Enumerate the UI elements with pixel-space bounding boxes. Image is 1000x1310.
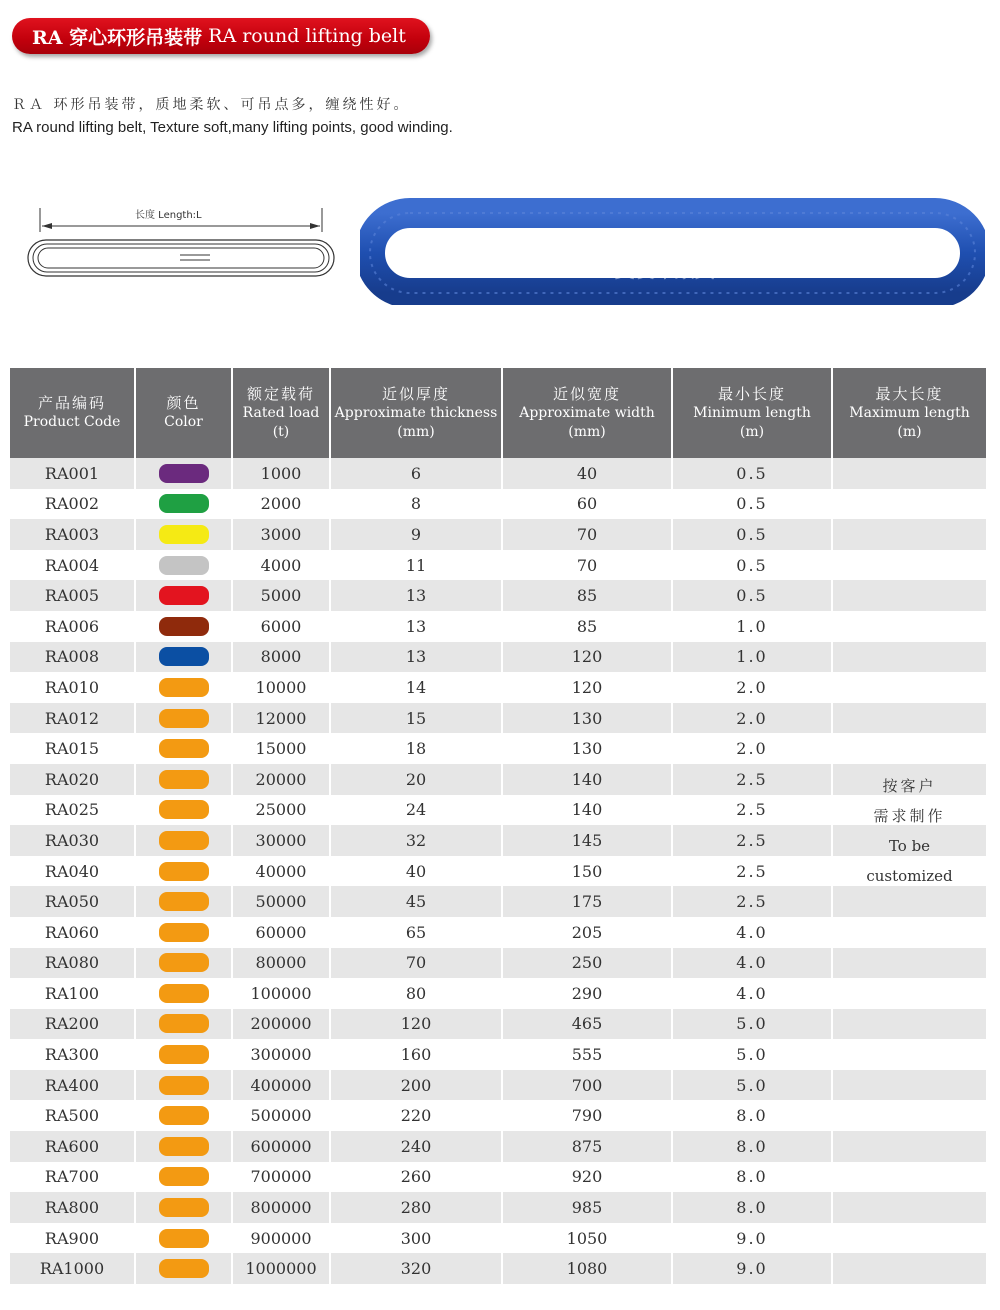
cell-width: 130 bbox=[503, 733, 673, 764]
cell-width: 920 bbox=[503, 1162, 673, 1193]
cell-min-length: 2.0 bbox=[673, 733, 833, 764]
cell-thickness: 220 bbox=[331, 1100, 503, 1131]
cell-code: RA006 bbox=[10, 611, 136, 642]
cell-min-length: 2.0 bbox=[673, 703, 833, 734]
cell-min-length: 0.5 bbox=[673, 458, 833, 489]
cell-min-length: 0.5 bbox=[673, 550, 833, 581]
belt-length-diagram bbox=[25, 200, 340, 280]
cell-min-length: 2.5 bbox=[673, 764, 833, 795]
header-thickness: 近似厚度 Approximate thickness (mm) bbox=[331, 368, 503, 458]
cell-max-length bbox=[833, 642, 986, 673]
cell-code: RA800 bbox=[10, 1192, 136, 1223]
cell-min-length: 8.0 bbox=[673, 1100, 833, 1131]
cell-load: 300000 bbox=[233, 1039, 331, 1070]
spec-table bbox=[10, 368, 986, 1284]
cell-thickness: 15 bbox=[331, 703, 503, 734]
color-cell bbox=[136, 672, 233, 703]
cell-width: 130 bbox=[503, 703, 673, 734]
cell-code: RA004 bbox=[10, 550, 136, 581]
cell-thickness: 24 bbox=[331, 795, 503, 826]
cell-load: 12000 bbox=[233, 703, 331, 734]
color-swatch bbox=[159, 984, 209, 1003]
cell-width: 1050 bbox=[503, 1223, 673, 1254]
length-label: 长度 Length:L bbox=[135, 210, 202, 221]
cell-max-length bbox=[833, 1070, 986, 1101]
color-cell bbox=[136, 1162, 233, 1193]
cell-max-length bbox=[833, 1253, 986, 1284]
cell-thickness: 260 bbox=[331, 1162, 503, 1193]
color-swatch bbox=[159, 678, 209, 697]
cell-load: 25000 bbox=[233, 795, 331, 826]
color-cell bbox=[136, 1009, 233, 1040]
cell-load: 1000 bbox=[233, 458, 331, 489]
cell-width: 140 bbox=[503, 764, 673, 795]
cell-code: RA060 bbox=[10, 917, 136, 948]
color-swatch bbox=[159, 1167, 209, 1186]
cell-width: 875 bbox=[503, 1131, 673, 1162]
header-max-length: 最大长度 Maximum length (m) bbox=[849, 384, 970, 440]
color-cell bbox=[136, 1192, 233, 1223]
cell-thickness: 14 bbox=[331, 672, 503, 703]
cell-load: 3000 bbox=[233, 519, 331, 550]
cell-width: 140 bbox=[503, 795, 673, 826]
cell-width: 250 bbox=[503, 948, 673, 979]
cell-thickness: 13 bbox=[331, 580, 503, 611]
cell-code: RA050 bbox=[10, 886, 136, 917]
table-row bbox=[10, 550, 986, 581]
cell-thickness: 45 bbox=[331, 886, 503, 917]
cell-code: RA002 bbox=[10, 489, 136, 520]
cell-width: 60 bbox=[503, 489, 673, 520]
cell-min-length: 4.0 bbox=[673, 948, 833, 979]
cell-thickness: 9 bbox=[331, 519, 503, 550]
color-swatch bbox=[159, 525, 209, 544]
cell-code: RA012 bbox=[10, 703, 136, 734]
cell-load: 4000 bbox=[233, 550, 331, 581]
cell-width: 465 bbox=[503, 1009, 673, 1040]
cell-code: RA700 bbox=[10, 1162, 136, 1193]
cell-width: 120 bbox=[503, 672, 673, 703]
cell-load: 8000 bbox=[233, 642, 331, 673]
table-row bbox=[10, 1100, 986, 1131]
max-length-note: 按客户 需求制作 To be customized bbox=[866, 777, 953, 885]
cell-code: RA900 bbox=[10, 1223, 136, 1254]
color-cell bbox=[136, 917, 233, 948]
table-row bbox=[10, 489, 986, 520]
title-cn: RA 穿心环形吊装带 bbox=[32, 26, 203, 49]
table-row bbox=[10, 580, 986, 611]
color-cell bbox=[136, 1039, 233, 1070]
cell-min-length: 1.0 bbox=[673, 642, 833, 673]
cell-max-length bbox=[833, 1162, 986, 1193]
color-cell bbox=[136, 519, 233, 550]
color-swatch bbox=[159, 831, 209, 850]
cell-thickness: 8 bbox=[331, 489, 503, 520]
cell-load: 60000 bbox=[233, 917, 331, 948]
cell-load: 2000 bbox=[233, 489, 331, 520]
cell-thickness: 11 bbox=[331, 550, 503, 581]
color-swatch bbox=[159, 862, 209, 881]
color-swatch bbox=[159, 709, 209, 728]
color-cell bbox=[136, 1223, 233, 1254]
color-cell bbox=[136, 489, 233, 520]
cell-min-length: 2.5 bbox=[673, 825, 833, 856]
cell-thickness: 300 bbox=[331, 1223, 503, 1254]
description-en: RA round lifting belt, Texture soft,many lifting points, good winding. bbox=[12, 119, 453, 136]
color-swatch bbox=[159, 770, 209, 789]
table-row bbox=[10, 1253, 986, 1284]
cell-code: RA600 bbox=[10, 1131, 136, 1162]
cell-thickness: 18 bbox=[331, 733, 503, 764]
cell-load: 20000 bbox=[233, 764, 331, 795]
cell-max-length bbox=[833, 703, 986, 734]
cell-code: RA015 bbox=[10, 733, 136, 764]
cell-min-length: 1.0 bbox=[673, 611, 833, 642]
watermark-text: 奥发吊索具 bbox=[615, 258, 715, 282]
cell-load: 80000 bbox=[233, 948, 331, 979]
color-swatch bbox=[159, 1137, 209, 1156]
cell-min-length: 0.5 bbox=[673, 580, 833, 611]
cell-min-length: 2.5 bbox=[673, 856, 833, 887]
color-swatch bbox=[159, 953, 209, 972]
cell-max-length bbox=[833, 978, 986, 1009]
cell-max-length bbox=[833, 733, 986, 764]
cell-min-length: 4.0 bbox=[673, 978, 833, 1009]
cell-code: RA001 bbox=[10, 458, 136, 489]
cell-thickness: 13 bbox=[331, 642, 503, 673]
cell-load: 700000 bbox=[233, 1162, 331, 1193]
cell-min-length: 2.5 bbox=[673, 795, 833, 826]
header-min-length: 最小长度 Minimum length (m) bbox=[673, 368, 833, 458]
cell-load: 400000 bbox=[233, 1070, 331, 1101]
header-width: 近似宽度 Approximate width (mm) bbox=[503, 368, 673, 458]
cell-max-length bbox=[833, 948, 986, 979]
cell-code: RA300 bbox=[10, 1039, 136, 1070]
cell-min-length: 5.0 bbox=[673, 1070, 833, 1101]
color-cell bbox=[136, 948, 233, 979]
color-swatch bbox=[159, 1076, 209, 1095]
cell-width: 85 bbox=[503, 611, 673, 642]
cell-thickness: 70 bbox=[331, 948, 503, 979]
cell-width: 175 bbox=[503, 886, 673, 917]
table-row bbox=[10, 611, 986, 642]
cell-width: 40 bbox=[503, 458, 673, 489]
cell-code: RA008 bbox=[10, 642, 136, 673]
color-cell bbox=[136, 795, 233, 826]
cell-width: 555 bbox=[503, 1039, 673, 1070]
color-swatch bbox=[159, 1229, 209, 1248]
cell-load: 5000 bbox=[233, 580, 331, 611]
table-row bbox=[10, 519, 986, 550]
color-cell bbox=[136, 1070, 233, 1101]
cell-load: 800000 bbox=[233, 1192, 331, 1223]
cell-max-length bbox=[833, 1009, 986, 1040]
cell-max-length bbox=[833, 519, 986, 550]
cell-min-length: 5.0 bbox=[673, 1009, 833, 1040]
cell-thickness: 200 bbox=[331, 1070, 503, 1101]
color-cell bbox=[136, 856, 233, 887]
cell-max-length bbox=[833, 489, 986, 520]
cell-code: RA030 bbox=[10, 825, 136, 856]
color-cell bbox=[136, 642, 233, 673]
color-swatch bbox=[159, 494, 209, 513]
title-en: RA round lifting belt bbox=[208, 25, 406, 47]
color-cell bbox=[136, 550, 233, 581]
color-swatch bbox=[159, 647, 209, 666]
table-row bbox=[10, 917, 986, 948]
cell-min-length: 9.0 bbox=[673, 1253, 833, 1284]
color-swatch bbox=[159, 1198, 209, 1217]
color-swatch bbox=[159, 617, 209, 636]
cell-code: RA400 bbox=[10, 1070, 136, 1101]
color-swatch bbox=[159, 1106, 209, 1125]
cell-max-length bbox=[833, 550, 986, 581]
cell-load: 1000000 bbox=[233, 1253, 331, 1284]
cell-thickness: 160 bbox=[331, 1039, 503, 1070]
color-swatch bbox=[159, 923, 209, 942]
cell-thickness: 240 bbox=[331, 1131, 503, 1162]
cell-load: 600000 bbox=[233, 1131, 331, 1162]
cell-load: 6000 bbox=[233, 611, 331, 642]
cell-code: RA010 bbox=[10, 672, 136, 703]
cell-max-length bbox=[833, 458, 986, 489]
cell-max-length bbox=[833, 1039, 986, 1070]
cell-max-length bbox=[833, 672, 986, 703]
cell-min-length: 9.0 bbox=[673, 1223, 833, 1254]
cell-max-length bbox=[833, 917, 986, 948]
cell-width: 150 bbox=[503, 856, 673, 887]
table-row bbox=[10, 1070, 986, 1101]
cell-max-length bbox=[833, 580, 986, 611]
table-row bbox=[10, 978, 986, 1009]
cell-width: 70 bbox=[503, 519, 673, 550]
color-cell bbox=[136, 1131, 233, 1162]
cell-thickness: 6 bbox=[331, 458, 503, 489]
color-cell bbox=[136, 1253, 233, 1284]
cell-code: RA025 bbox=[10, 795, 136, 826]
color-cell bbox=[136, 580, 233, 611]
cell-thickness: 32 bbox=[331, 825, 503, 856]
table-row bbox=[10, 1131, 986, 1162]
color-swatch bbox=[159, 586, 209, 605]
cell-min-length: 8.0 bbox=[673, 1162, 833, 1193]
table-row bbox=[10, 1009, 986, 1040]
cell-load: 30000 bbox=[233, 825, 331, 856]
cell-load: 10000 bbox=[233, 672, 331, 703]
color-cell bbox=[136, 825, 233, 856]
cell-width: 205 bbox=[503, 917, 673, 948]
page-title-banner bbox=[12, 18, 430, 54]
color-cell bbox=[136, 733, 233, 764]
cell-width: 790 bbox=[503, 1100, 673, 1131]
cell-load: 900000 bbox=[233, 1223, 331, 1254]
table-row bbox=[10, 458, 986, 489]
cell-thickness: 65 bbox=[331, 917, 503, 948]
color-cell bbox=[136, 458, 233, 489]
cell-load: 500000 bbox=[233, 1100, 331, 1131]
cell-code: RA200 bbox=[10, 1009, 136, 1040]
color-swatch bbox=[159, 1014, 209, 1033]
cell-thickness: 280 bbox=[331, 1192, 503, 1223]
header-product-code: 产品编码 Product Code bbox=[10, 368, 136, 458]
color-swatch bbox=[159, 739, 209, 758]
cell-thickness: 80 bbox=[331, 978, 503, 1009]
cell-min-length: 5.0 bbox=[673, 1039, 833, 1070]
color-cell bbox=[136, 611, 233, 642]
color-swatch bbox=[159, 800, 209, 819]
cell-thickness: 40 bbox=[331, 856, 503, 887]
color-cell bbox=[136, 978, 233, 1009]
table-row bbox=[10, 948, 986, 979]
cell-code: RA020 bbox=[10, 764, 136, 795]
cell-thickness: 320 bbox=[331, 1253, 503, 1284]
description-cn: ＲＡ 环形吊装带，质地柔软、可吊点多，缠绕性好。 bbox=[12, 97, 411, 113]
color-swatch bbox=[159, 556, 209, 575]
cell-width: 120 bbox=[503, 642, 673, 673]
header-color: 颜色 Color bbox=[136, 368, 233, 458]
cell-load: 15000 bbox=[233, 733, 331, 764]
cell-code: RA500 bbox=[10, 1100, 136, 1131]
table-row bbox=[10, 1223, 986, 1254]
cell-width: 70 bbox=[503, 550, 673, 581]
cell-code: RA040 bbox=[10, 856, 136, 887]
color-swatch bbox=[159, 892, 209, 911]
color-cell bbox=[136, 703, 233, 734]
color-swatch bbox=[159, 1045, 209, 1064]
table-row bbox=[10, 1039, 986, 1070]
color-cell bbox=[136, 1100, 233, 1131]
cell-code: RA1000 bbox=[10, 1253, 136, 1284]
cell-code: RA100 bbox=[10, 978, 136, 1009]
cell-load: 40000 bbox=[233, 856, 331, 887]
table-row bbox=[10, 1162, 986, 1193]
cell-code: RA005 bbox=[10, 580, 136, 611]
cell-load: 200000 bbox=[233, 1009, 331, 1040]
cell-min-length: 8.0 bbox=[673, 1192, 833, 1223]
cell-min-length: 0.5 bbox=[673, 519, 833, 550]
color-swatch bbox=[159, 1259, 209, 1278]
cell-thickness: 20 bbox=[331, 764, 503, 795]
cell-min-length: 0.5 bbox=[673, 489, 833, 520]
cell-load: 100000 bbox=[233, 978, 331, 1009]
cell-max-length bbox=[833, 611, 986, 642]
cell-max-length bbox=[833, 1100, 986, 1131]
cell-max-length bbox=[833, 1192, 986, 1223]
table-row bbox=[10, 1192, 986, 1223]
table-row bbox=[10, 642, 986, 673]
cell-width: 700 bbox=[503, 1070, 673, 1101]
cell-width: 1080 bbox=[503, 1253, 673, 1284]
cell-thickness: 120 bbox=[331, 1009, 503, 1040]
cell-load: 50000 bbox=[233, 886, 331, 917]
cell-width: 85 bbox=[503, 580, 673, 611]
color-swatch bbox=[159, 464, 209, 483]
header-rated-load: 额定载荷 Rated load (t) bbox=[233, 368, 331, 458]
cell-width: 145 bbox=[503, 825, 673, 856]
cell-max-length bbox=[833, 1131, 986, 1162]
cell-min-length: 4.0 bbox=[673, 917, 833, 948]
cell-min-length: 2.5 bbox=[673, 886, 833, 917]
cell-min-length: 8.0 bbox=[673, 1131, 833, 1162]
round-sling-photo bbox=[360, 195, 985, 305]
cell-code: RA080 bbox=[10, 948, 136, 979]
color-cell bbox=[136, 886, 233, 917]
table-row bbox=[10, 733, 986, 764]
table-header bbox=[10, 368, 986, 458]
cell-code: RA003 bbox=[10, 519, 136, 550]
cell-min-length: 2.0 bbox=[673, 672, 833, 703]
cell-thickness: 13 bbox=[331, 611, 503, 642]
table-row bbox=[10, 672, 986, 703]
cell-width: 290 bbox=[503, 978, 673, 1009]
table-row bbox=[10, 703, 986, 734]
color-cell bbox=[136, 764, 233, 795]
cell-width: 985 bbox=[503, 1192, 673, 1223]
cell-max-length bbox=[833, 1223, 986, 1254]
